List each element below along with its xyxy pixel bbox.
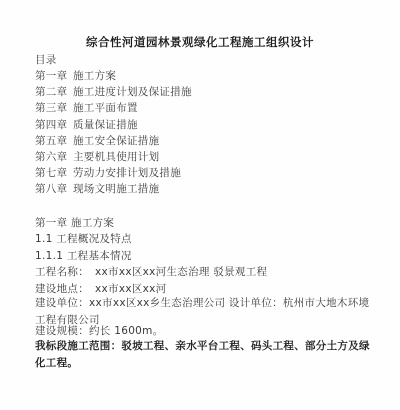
scope-paragraph: 我标段施工范围：驳坡工程、亲水平台工程、码头工程、部分土方及绿化工程。: [35, 340, 370, 369]
toc-item-number: 第二章: [35, 86, 68, 98]
toc-item-text: 主要机具使用计划: [73, 151, 160, 163]
toc-item: [35, 133, 159, 148]
toc-item-number: 第五章: [35, 135, 68, 147]
subsection-heading: 1.1.1 工程基本情况: [35, 250, 132, 262]
toc-item: [35, 84, 192, 99]
chapter-heading: 第一章 施工方案: [35, 217, 115, 229]
toc-item-number: 第八章: [35, 183, 68, 195]
location-row: [35, 281, 166, 296]
toc-item-number: 第一章: [35, 70, 68, 82]
toc-item-text: 现场文明施工措施: [73, 183, 160, 195]
toc-item-text: 施工安全保证措施: [73, 135, 160, 147]
project-name-label: 工程名称：: [35, 266, 89, 278]
project-name-value: xx市xx区xx河生态治理 驳景观工程: [95, 266, 268, 278]
toc-item: [35, 117, 138, 132]
toc-item-text: 施工平面布置: [73, 102, 138, 114]
toc-item-text: 施工进度计划及保证措施: [73, 86, 192, 98]
toc-item-text: 施工方案: [73, 70, 117, 82]
section-heading: 1.1 工程概况及特点: [35, 233, 132, 245]
toc-item: [35, 68, 116, 83]
toc-item-text: 劳动力安排计划及措施: [73, 167, 181, 179]
toc-item: [35, 100, 138, 115]
scale-line: 建设规模：约长 1600m。: [35, 325, 164, 337]
toc-item-number: 第三章: [35, 102, 68, 114]
project-name-row: [35, 264, 267, 279]
location-label: 建设地点：: [35, 283, 89, 295]
toc-item: [35, 165, 181, 180]
toc-item: [35, 181, 159, 196]
toc-item: [35, 149, 159, 164]
unit-paragraph: 建设单位：xx市xx区xx乡生态治理公司 设计单位：杭州市大地木环境工程有限公司: [35, 297, 370, 326]
document-title: 综合性河道园林景观绿化工程施工组织设计: [86, 35, 314, 49]
toc-item-text: 质量保证措施: [73, 119, 138, 131]
toc-item-number: 第四章: [35, 119, 68, 131]
toc-heading: 目录: [35, 54, 57, 66]
location-value: xx市xx区xx河: [95, 283, 167, 295]
toc-item-number: 第七章: [35, 167, 68, 179]
toc-item-number: 第六章: [35, 151, 68, 163]
